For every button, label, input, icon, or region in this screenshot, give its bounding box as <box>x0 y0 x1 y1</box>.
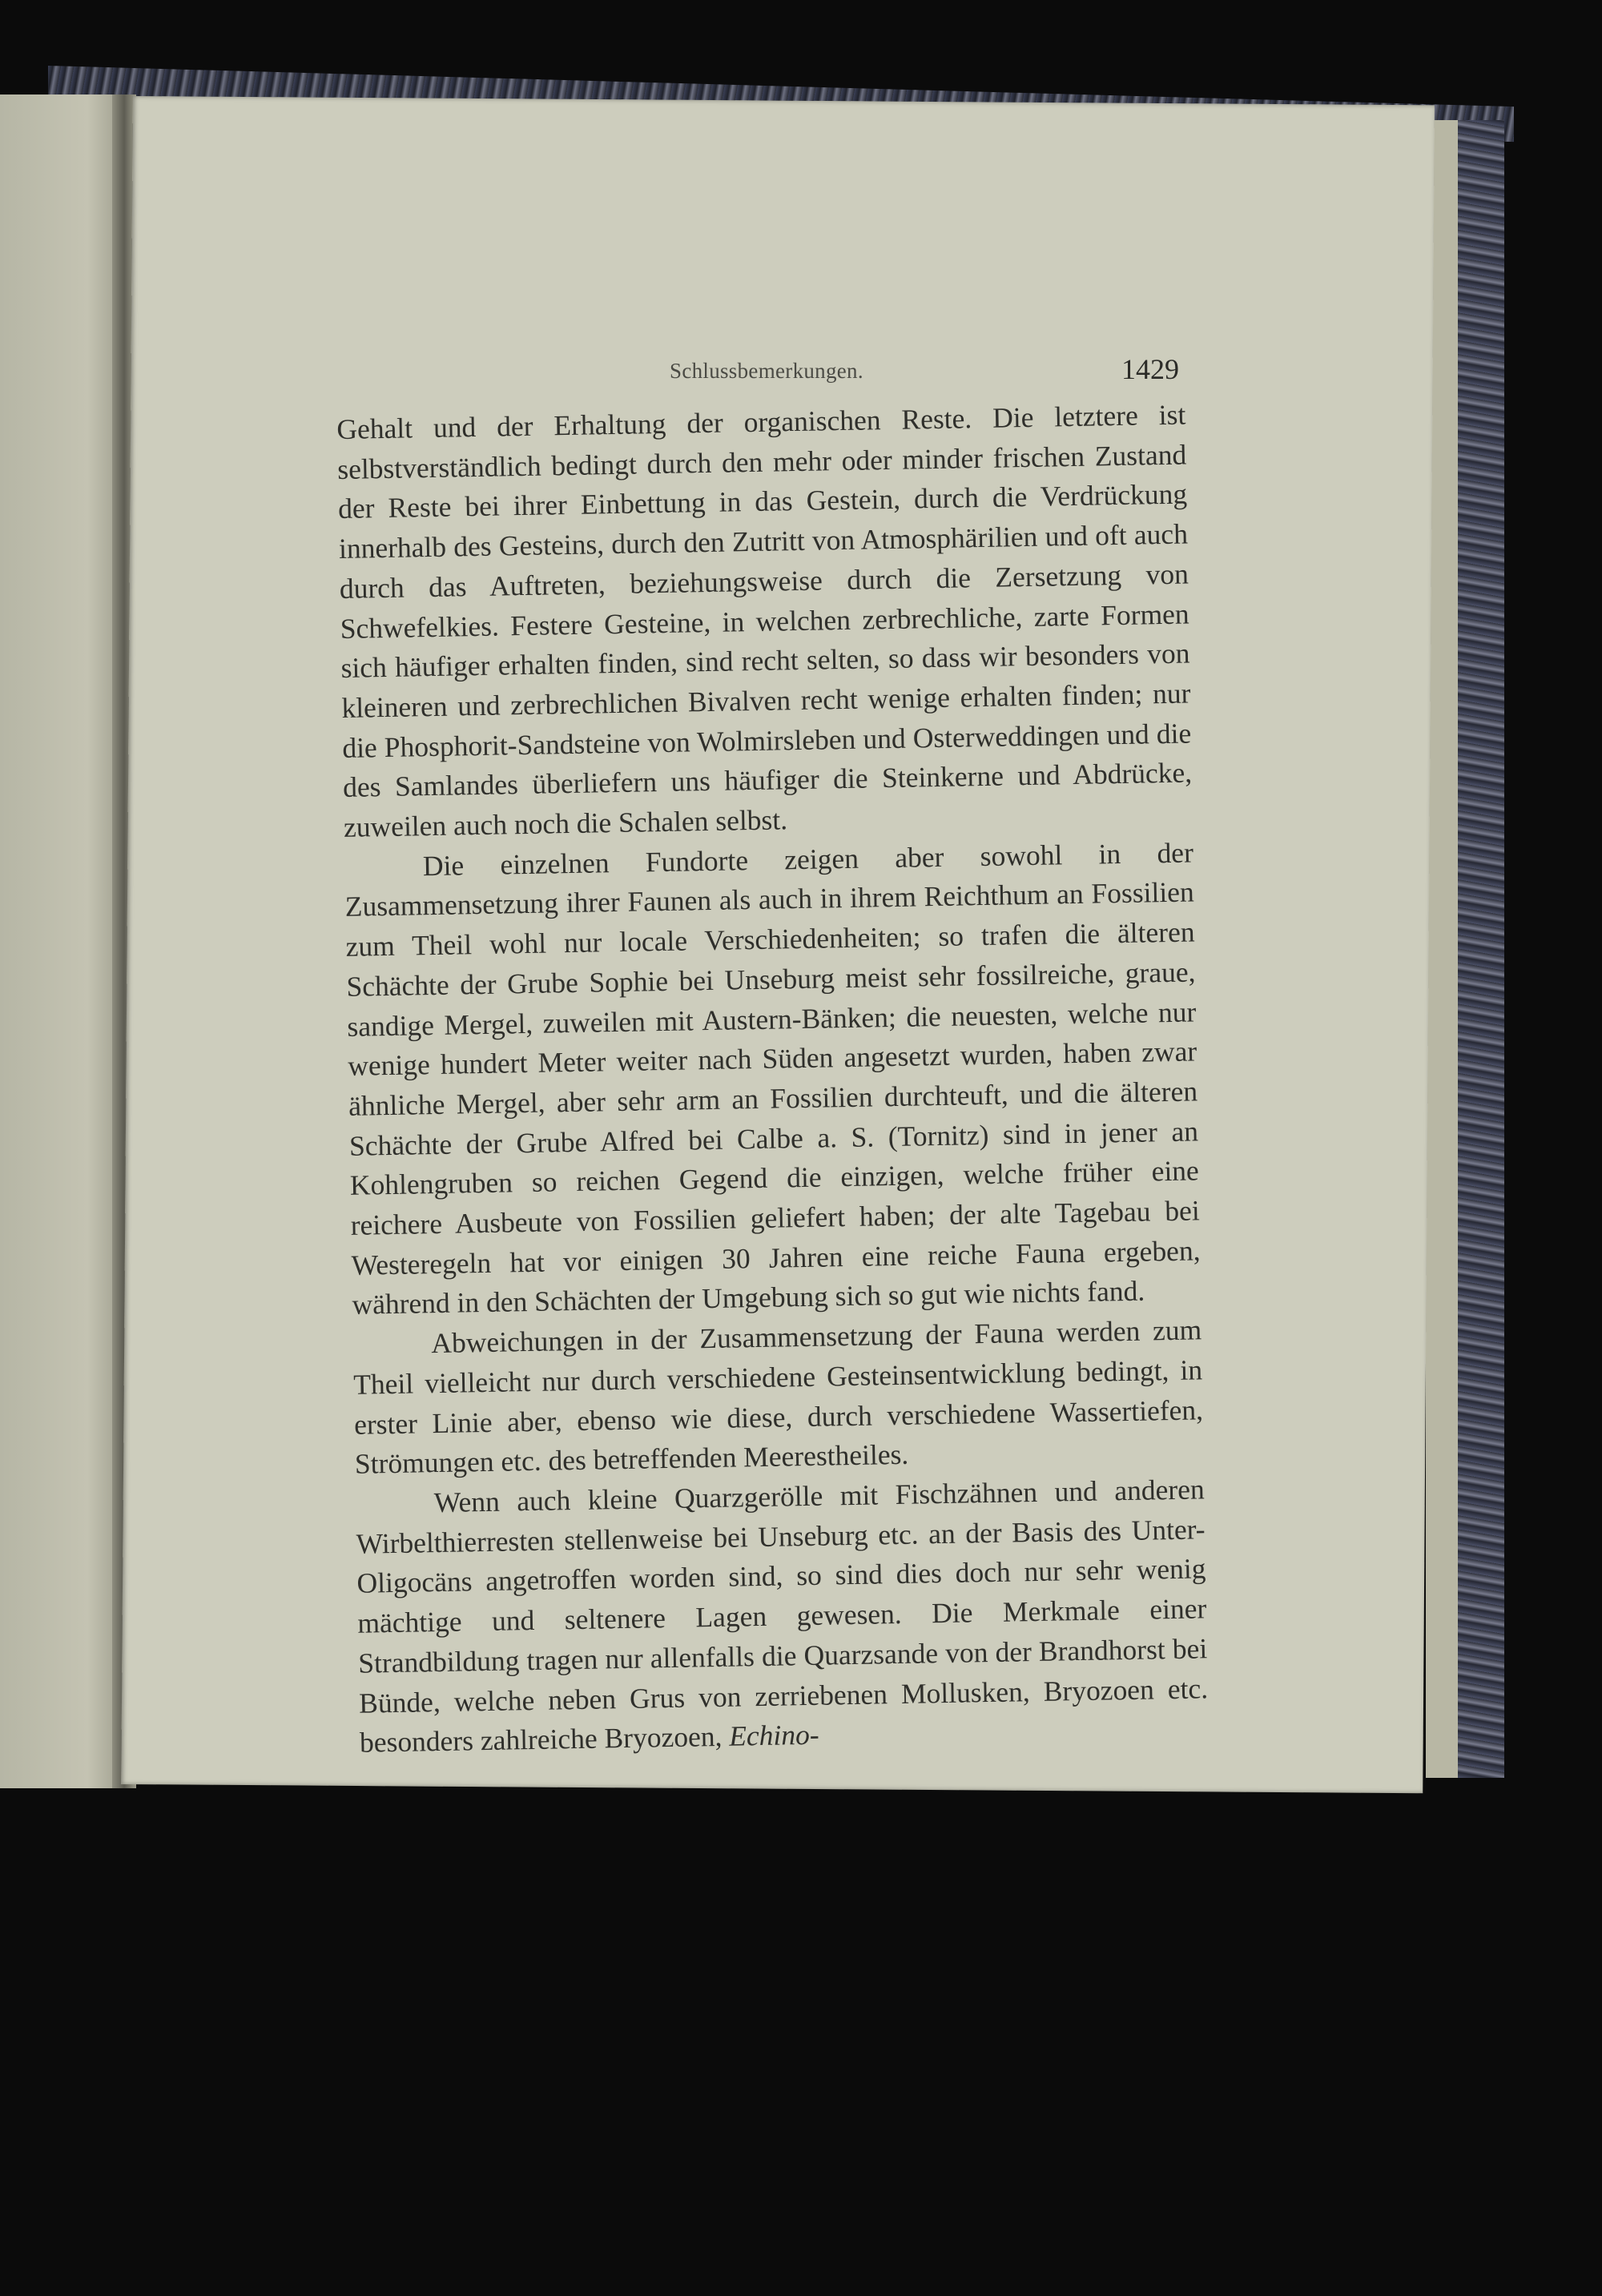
paragraph-1: Gehalt und der Erhaltung der organischen Reste. Die letztere ist selbstverständlich bedingt durch den mehr oder minder frischen Zustand der Reste bei ihrer Einbettung in das Gestein, durch die Verdrückung innerhalb des Gesteins, durch den Zutritt von Atmosphärilien und oft auch durch das Auftreten, beziehungsweise durch die Zersetzung von Schwefelkies. Festere Gesteine, in welchen zerbrechliche, zarte Formen sich häufiger erhalten finden, sind recht selten, so dass wir besonders von kleineren und zerbrechlichen Bivalven recht wenige erhalten finden; nur die Phosphorit-Sandsteine von Wolmirsleben und Osterweddingen und die des Samlandes überliefern uns häufiger die Steinkerne und Abdrücke, zuweilen auch noch die Schalen selbst. <box>336 398 1193 843</box>
paragraph-4-italic-tail: Echino- <box>728 1718 820 1752</box>
body-text <box>336 396 1209 1763</box>
left-page-margin <box>0 94 125 1788</box>
paragraph-3: Abweichungen in der Zusammensetzung der Fauna werden zum Theil vielleicht nur durch verschiedene Gesteinsentwicklung bedingt, in erster Linie aber, ebenso wie diese, durch verschiedene Wassertiefen, Strömungen etc. des betreffenden Meerestheiles. <box>352 1313 1204 1481</box>
book-cover-edge <box>1458 120 1504 1778</box>
page-number: 1429 <box>1121 353 1179 385</box>
paragraph-4 <box>355 1470 1209 1763</box>
paragraph-2: Die einzelnen Fundorte zeigen aber sowohl in der Zusammensetzung ihrer Faunen als auch in ihrem Reichthum an Fossilien zum Theil wohl nur locale Verschiedenheiten; so trafen die älteren Schächte der Grube Sophie bei Unseburg meist sehr fossilreiche, graue, sandige Mergel, zuweilen mit Austern-Bänken; die neuesten, welche nur wenige hundert Meter weiter nach Süden angesetzt wurden, haben zwar ähnliche Mergel, aber sehr arm an Fossilien durchteuft, und die älteren Schächte der Grube Alfred bei Calbe a. S. (Tornitz) sind in jener an Kohlengruben so reichen Gegend die einzigen, welche früher eine reichere Ausbeute von Fossilien geliefert haben; der alte Tagebau bei Westeregeln hat vor einigen 30 Jahren eine reiche Fauna ergeben, während in den Schächten der Umgebung sich so gut wie nichts fand. <box>344 836 1201 1321</box>
paragraph-4-text: Wenn auch kleine Quarzgerölle mit Fischzähnen und anderen Wirbelthierresten stellenweise bei Unseburg etc. an der Basis des Unter-Oligocäns angetroffen worden sind, so sind dies doch nur sehr wenig mächtige und seltenere Lagen gewesen. Die Merkmale einer Strandbildung tragen nur allenfalls die Quarzsande von der Brandhorst bei Bünde, welche neben Grus von zerriebenen Mollusken, Bryozoen etc. besonders zahlreiche Bryozoen, <box>356 1473 1209 1759</box>
running-title: Schlussbemerkungen. <box>670 359 863 383</box>
